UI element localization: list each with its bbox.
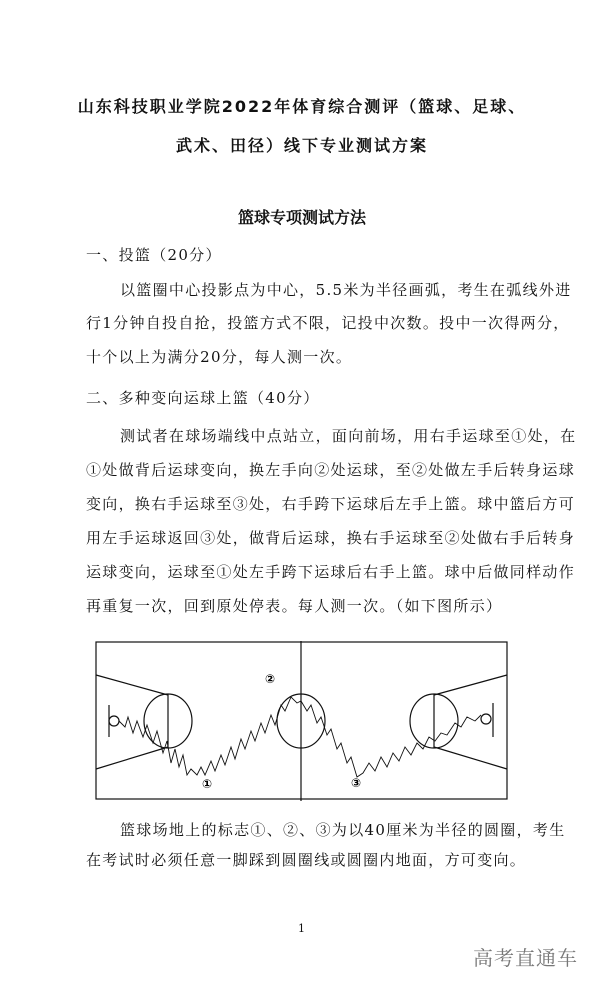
item2-line: 再重复一次，回到原处停表。每人测一次。（如下图所示）: [86, 597, 503, 615]
marker-3: ③: [351, 776, 362, 790]
item1-heading: 一、投篮（20分）: [86, 246, 222, 264]
right-key: [434, 675, 507, 769]
page-number: 1: [298, 922, 305, 935]
item2-line: 用左手运球返回③处，做背后运球，换右手运球至②处做右手后转身: [86, 529, 576, 547]
note-line: 在考试时必须任意一脚踩到圆圈线或圆圈内地面，方可变向。: [86, 851, 527, 869]
item2-line: 变向，换右手运球至③处，右手跨下运球后左手上篮。球中篮后方可: [86, 495, 576, 513]
section-heading: 篮球专项测试方法: [237, 208, 366, 227]
item2-line: 运球变向，运球至①处左手跨下运球后右手上篮。球中后做同样动作: [86, 563, 576, 581]
doc-title-line2: 武术、田径）线下专业测试方案: [175, 136, 428, 155]
item1-line: 以篮圈中心投影点为中心，5.5米为半径画弧，考生在弧线外进: [120, 281, 572, 299]
note-line: 篮球场地上的标志①、②、③为以40厘米为半径的圆圈，考生: [120, 821, 566, 839]
watermark: 高考直通车: [473, 946, 578, 970]
basketball-court-diagram: [95, 641, 509, 801]
marker-1: ①: [202, 777, 213, 791]
item1-line: 十个以上为满分20分，每人测一次。: [86, 348, 353, 366]
item1-line: 行1分钟自投自抢，投篮方式不限，记投中次数。投中一次得两分，: [86, 314, 570, 332]
left-key: [96, 675, 168, 769]
dribble-path: [119, 697, 481, 777]
item2-line: 测试者在球场端线中点站立，面向前场，用右手运球至①处，在: [120, 427, 577, 445]
item2-line: ①处做背后运球变向，换左手向②处运球，至②处做左手后转身运球: [86, 461, 576, 479]
item2-heading: 二、多种变向运球上篮（40分）: [86, 389, 320, 407]
marker-2: ②: [265, 672, 276, 686]
doc-title-line1: 山东科技职业学院2022年体育综合测评（篮球、足球、: [77, 97, 527, 116]
